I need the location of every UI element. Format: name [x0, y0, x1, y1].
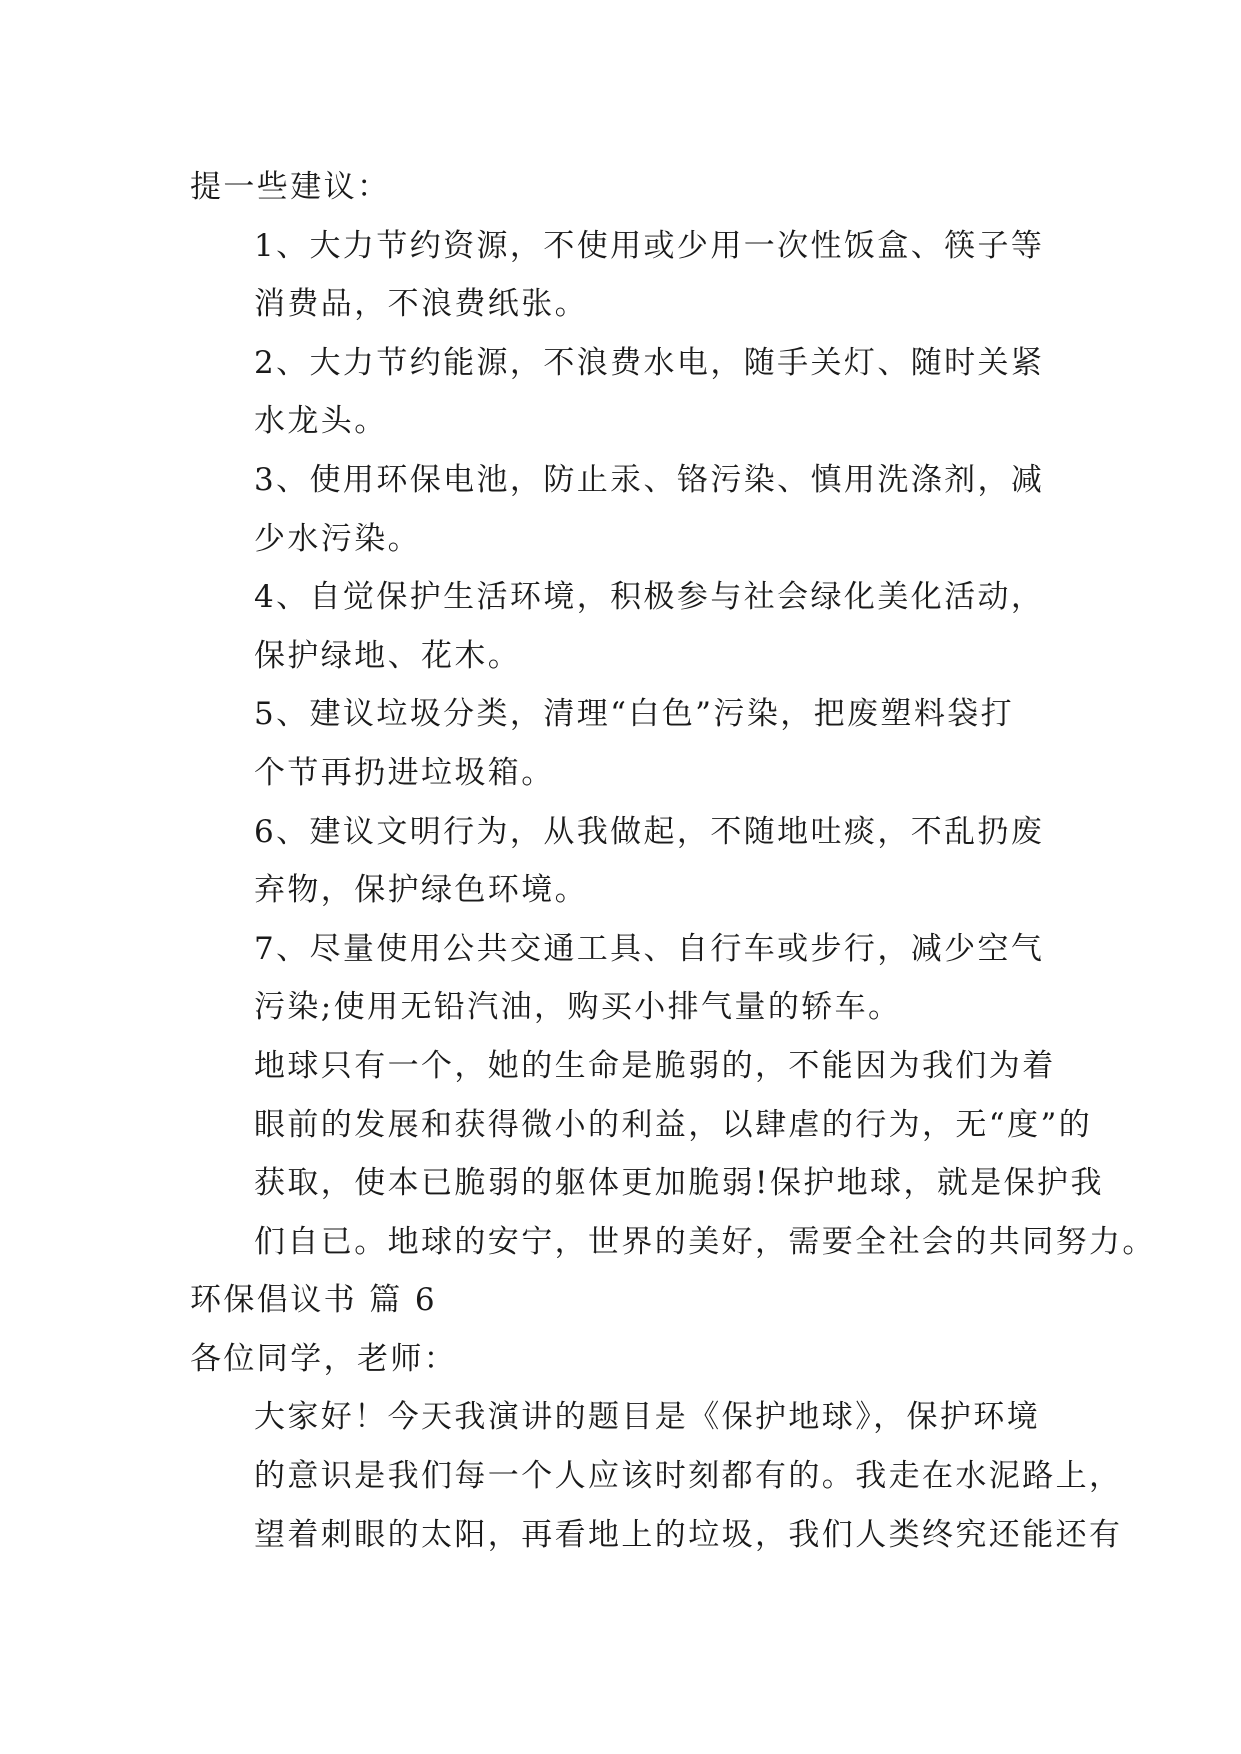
- paragraph: [190, 568, 1052, 685]
- text-line: 5、建议垃圾分类，清理“白色”污染，把废塑料袋打: [254, 696, 1015, 733]
- text-line: 提一些建议：: [190, 169, 391, 205]
- paragraph: [190, 920, 1052, 1037]
- text-line: 获取，使本已脆弱的躯体更加脆弱!保护地球，就是保护我: [254, 1165, 1104, 1202]
- paragraph: [190, 217, 1052, 334]
- paragraph: [190, 1388, 1123, 1564]
- text-line: 2、大力节约能源，不浪费水电，随手关灯、随时关紧: [254, 344, 1045, 381]
- text-line: 弃物，保护绿色环境。: [254, 872, 588, 909]
- paragraph: [190, 1330, 1052, 1389]
- text-line: 地球只有一个，她的生命是脆弱的，不能因为我们为着: [254, 1047, 1056, 1084]
- text-line: 个节再扔进垃圾箱。: [254, 754, 555, 791]
- document-body: [190, 158, 1156, 1564]
- text-line: 各位同学，老师：: [190, 1340, 458, 1377]
- paragraph: [190, 334, 1052, 451]
- text-line: 少水污染。: [254, 520, 421, 557]
- text-line: 保护绿地、花木。: [254, 637, 522, 674]
- paragraph: [190, 685, 1052, 802]
- text-line: 4、自觉保护生活环境，积极参与社会绿化美化活动，: [254, 579, 1045, 616]
- text-line: 望着刺眼的太阳，再看地上的垃圾，我们人类终究还能还有: [254, 1516, 1123, 1553]
- text-line: 们自已。地球的安宁，世界的美好，需要全社会的共同努力。: [254, 1223, 1156, 1260]
- text-line: 6、建议文明行为，从我做起，不随地吐痰，不乱扔废: [254, 813, 1045, 850]
- text-line: 3、使用环保电池，防止汞、铬污染、慎用洗涤剂，减: [254, 461, 1045, 498]
- paragraph: [190, 451, 1052, 568]
- text-line: 消费品，不浪费纸张。: [254, 286, 588, 323]
- text-line: 污染;使用无铅汽油，购买小排气量的轿车。: [254, 989, 902, 1026]
- paragraph: [190, 158, 1052, 217]
- paragraph: [190, 803, 1052, 920]
- paragraph: [190, 1271, 1052, 1330]
- text-line: 的意识是我们每一个人应该时刻都有的。我走在水泥路上，: [254, 1458, 1123, 1495]
- text-line: 水龙头。: [254, 403, 388, 440]
- paragraph: [190, 1037, 1156, 1271]
- text-line: 大家好！今天我演讲的题目是《保护地球》，保护环境: [254, 1399, 1041, 1436]
- text-line: 1、大力节约资源，不使用或少用一次性饭盒、筷子等: [254, 227, 1045, 264]
- text-line: 环保倡议书 篇 6: [190, 1282, 438, 1319]
- text-line: 7、尽量使用公共交通工具、自行车或步行，减少空气: [254, 930, 1045, 967]
- text-line: 眼前的发展和获得微小的利益，以肆虐的行为，无“度”的: [254, 1106, 1093, 1143]
